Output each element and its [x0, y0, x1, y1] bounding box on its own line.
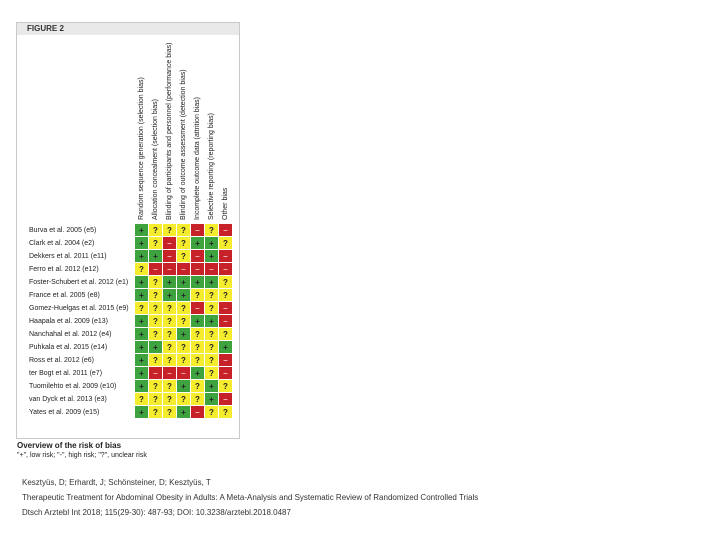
risk-cell: ? — [191, 380, 205, 393]
risk-cell: ? — [149, 276, 163, 289]
study-name: Clark et al. 2004 (e2) — [29, 240, 95, 247]
risk-cell: – — [219, 354, 233, 367]
risk-cell: ? — [191, 354, 205, 367]
risk-cell: – — [149, 367, 163, 380]
risk-cell: ? — [149, 237, 163, 250]
risk-cell: ? — [163, 224, 177, 237]
risk-cell: + — [205, 315, 219, 328]
risk-cell: – — [163, 250, 177, 263]
study-name: Tuomilehto et al. 2009 (e10) — [29, 383, 117, 390]
risk-cell: + — [205, 250, 219, 263]
citation-source: Dtsch Arztebl Int 2018; 115(29-30): 487-93; DOI: 10.3238/arztebl.2018.0487 — [22, 508, 291, 517]
risk-cell: + — [177, 328, 191, 341]
risk-cell: ? — [177, 341, 191, 354]
study-name: Gomez-Huelgas et al. 2015 (e9) — [29, 305, 129, 312]
risk-cell: ? — [219, 237, 233, 250]
risk-cell: – — [219, 302, 233, 315]
risk-cell: + — [191, 315, 205, 328]
risk-cell: + — [135, 276, 149, 289]
risk-cell: – — [219, 367, 233, 380]
risk-cell: ? — [163, 315, 177, 328]
risk-cell: + — [135, 250, 149, 263]
risk-cell: + — [177, 276, 191, 289]
risk-cell: ? — [205, 406, 219, 419]
risk-cell: + — [149, 250, 163, 263]
risk-cell: + — [135, 328, 149, 341]
risk-cell: – — [149, 263, 163, 276]
risk-cell: ? — [177, 315, 191, 328]
legend-text: "+", low risk; "-", high risk; "?", unclear risk — [17, 452, 147, 459]
study-name: Dekkers et al. 2011 (e11) — [29, 253, 107, 260]
risk-cell: – — [177, 367, 191, 380]
risk-cell: ? — [219, 406, 233, 419]
risk-cell: ? — [205, 224, 219, 237]
risk-cell: – — [219, 393, 233, 406]
column-label: Random sequence generation (selection bias) — [138, 77, 145, 220]
risk-cell: – — [163, 263, 177, 276]
column-label: Blinding of outcome assessment (detection bias) — [180, 69, 187, 220]
risk-cell: + — [191, 276, 205, 289]
risk-cell: ? — [135, 393, 149, 406]
study-name: Burva et al. 2005 (e5) — [29, 227, 97, 234]
study-name: Ross et al. 2012 (e6) — [29, 357, 94, 364]
study-name: van Dyck et al. 2013 (e3) — [29, 396, 107, 403]
risk-cell: ? — [205, 341, 219, 354]
risk-cell: ? — [163, 406, 177, 419]
risk-cell: ? — [205, 367, 219, 380]
risk-cell: + — [177, 406, 191, 419]
risk-cell: ? — [135, 263, 149, 276]
risk-cell: ? — [205, 289, 219, 302]
risk-cell: + — [219, 341, 233, 354]
risk-cell: + — [205, 276, 219, 289]
risk-cell: ? — [149, 406, 163, 419]
risk-cell: ? — [205, 354, 219, 367]
risk-cell: – — [191, 224, 205, 237]
risk-cell: ? — [149, 380, 163, 393]
risk-cell: ? — [149, 302, 163, 315]
figure-header: FIGURE 2 — [17, 23, 239, 35]
risk-cell: ? — [149, 315, 163, 328]
study-name: Foster-Schubert et al. 2012 (e1) — [29, 279, 129, 286]
risk-cell: ? — [219, 328, 233, 341]
risk-cell: ? — [149, 393, 163, 406]
risk-cell: ? — [191, 393, 205, 406]
risk-cell: ? — [191, 289, 205, 302]
risk-cell: – — [191, 250, 205, 263]
risk-cell: ? — [177, 237, 191, 250]
risk-cell: ? — [149, 328, 163, 341]
risk-cell: – — [219, 315, 233, 328]
risk-cell: + — [135, 289, 149, 302]
risk-cell: – — [219, 224, 233, 237]
risk-cell: ? — [205, 328, 219, 341]
risk-cell: + — [177, 289, 191, 302]
risk-cell: + — [205, 393, 219, 406]
column-label: Incomplete outcome data (attrition bias) — [194, 97, 201, 220]
column-label: Selective reporting (reporting bias) — [208, 113, 215, 220]
risk-cell: – — [191, 263, 205, 276]
risk-cell: ? — [149, 354, 163, 367]
study-name: Yates et al. 2009 (e15) — [29, 409, 100, 416]
risk-cell: + — [205, 380, 219, 393]
risk-cell: + — [135, 367, 149, 380]
risk-cell: – — [177, 263, 191, 276]
risk-cell: – — [191, 302, 205, 315]
risk-cell: + — [135, 406, 149, 419]
risk-cell: ? — [177, 224, 191, 237]
risk-cell: ? — [163, 354, 177, 367]
risk-cell: – — [163, 367, 177, 380]
risk-cell: + — [149, 341, 163, 354]
risk-cell: ? — [219, 276, 233, 289]
citation-authors: Kesztyüs, D; Erhardt, J; Schönsteiner, D; Kesztyüs, T — [22, 478, 211, 487]
risk-cell: + — [163, 289, 177, 302]
risk-cell: ? — [163, 302, 177, 315]
risk-cell: + — [135, 224, 149, 237]
risk-cell: ? — [205, 302, 219, 315]
risk-cell: ? — [191, 328, 205, 341]
study-name: Haapala et al. 2009 (e13) — [29, 318, 108, 325]
risk-cell: – — [219, 250, 233, 263]
risk-cell: ? — [163, 341, 177, 354]
column-label: Other bias — [222, 187, 229, 220]
risk-cell: + — [163, 276, 177, 289]
risk-cell: ? — [163, 380, 177, 393]
risk-cell: ? — [191, 341, 205, 354]
risk-cell: ? — [219, 289, 233, 302]
risk-cell: + — [135, 380, 149, 393]
risk-cell: ? — [219, 380, 233, 393]
risk-cell: + — [191, 367, 205, 380]
risk-cell: ? — [149, 289, 163, 302]
risk-cell: + — [135, 354, 149, 367]
risk-cell: + — [135, 315, 149, 328]
risk-of-bias-figure — [16, 22, 240, 439]
risk-cell: – — [191, 406, 205, 419]
risk-cell: ? — [177, 302, 191, 315]
risk-cell: + — [135, 237, 149, 250]
study-name: Puhkala et al. 2015 (e14) — [29, 344, 108, 351]
risk-cell: + — [191, 237, 205, 250]
risk-cell: ? — [177, 393, 191, 406]
risk-cell: – — [205, 263, 219, 276]
study-name: Ferro et al. 2012 (e12) — [29, 266, 99, 273]
risk-cell: ? — [149, 224, 163, 237]
risk-cell: – — [219, 263, 233, 276]
risk-cell: ? — [177, 250, 191, 263]
study-name: Nanchahal et al. 2012 (e4) — [29, 331, 112, 338]
study-name: France et al. 2005 (e8) — [29, 292, 100, 299]
column-label: Blinding of participants and personnel (performance bias) — [166, 42, 173, 220]
citation-title: Therapeutic Treatment for Abdominal Obesity in Adults: A Meta-Analysis and Systematic Review of Randomized Controlled Trials — [22, 493, 479, 502]
risk-cell: – — [163, 237, 177, 250]
risk-cell: ? — [177, 354, 191, 367]
risk-cell: ? — [135, 302, 149, 315]
risk-cell: + — [205, 237, 219, 250]
risk-cell: + — [135, 341, 149, 354]
column-label: Allocation concealment (selection bias) — [152, 98, 159, 220]
risk-cell: ? — [163, 328, 177, 341]
study-name: ter Bogt et al. 2011 (e7) — [29, 370, 103, 377]
risk-cell: + — [177, 380, 191, 393]
risk-cell: ? — [163, 393, 177, 406]
legend-title: Overview of the risk of bias — [17, 441, 122, 450]
